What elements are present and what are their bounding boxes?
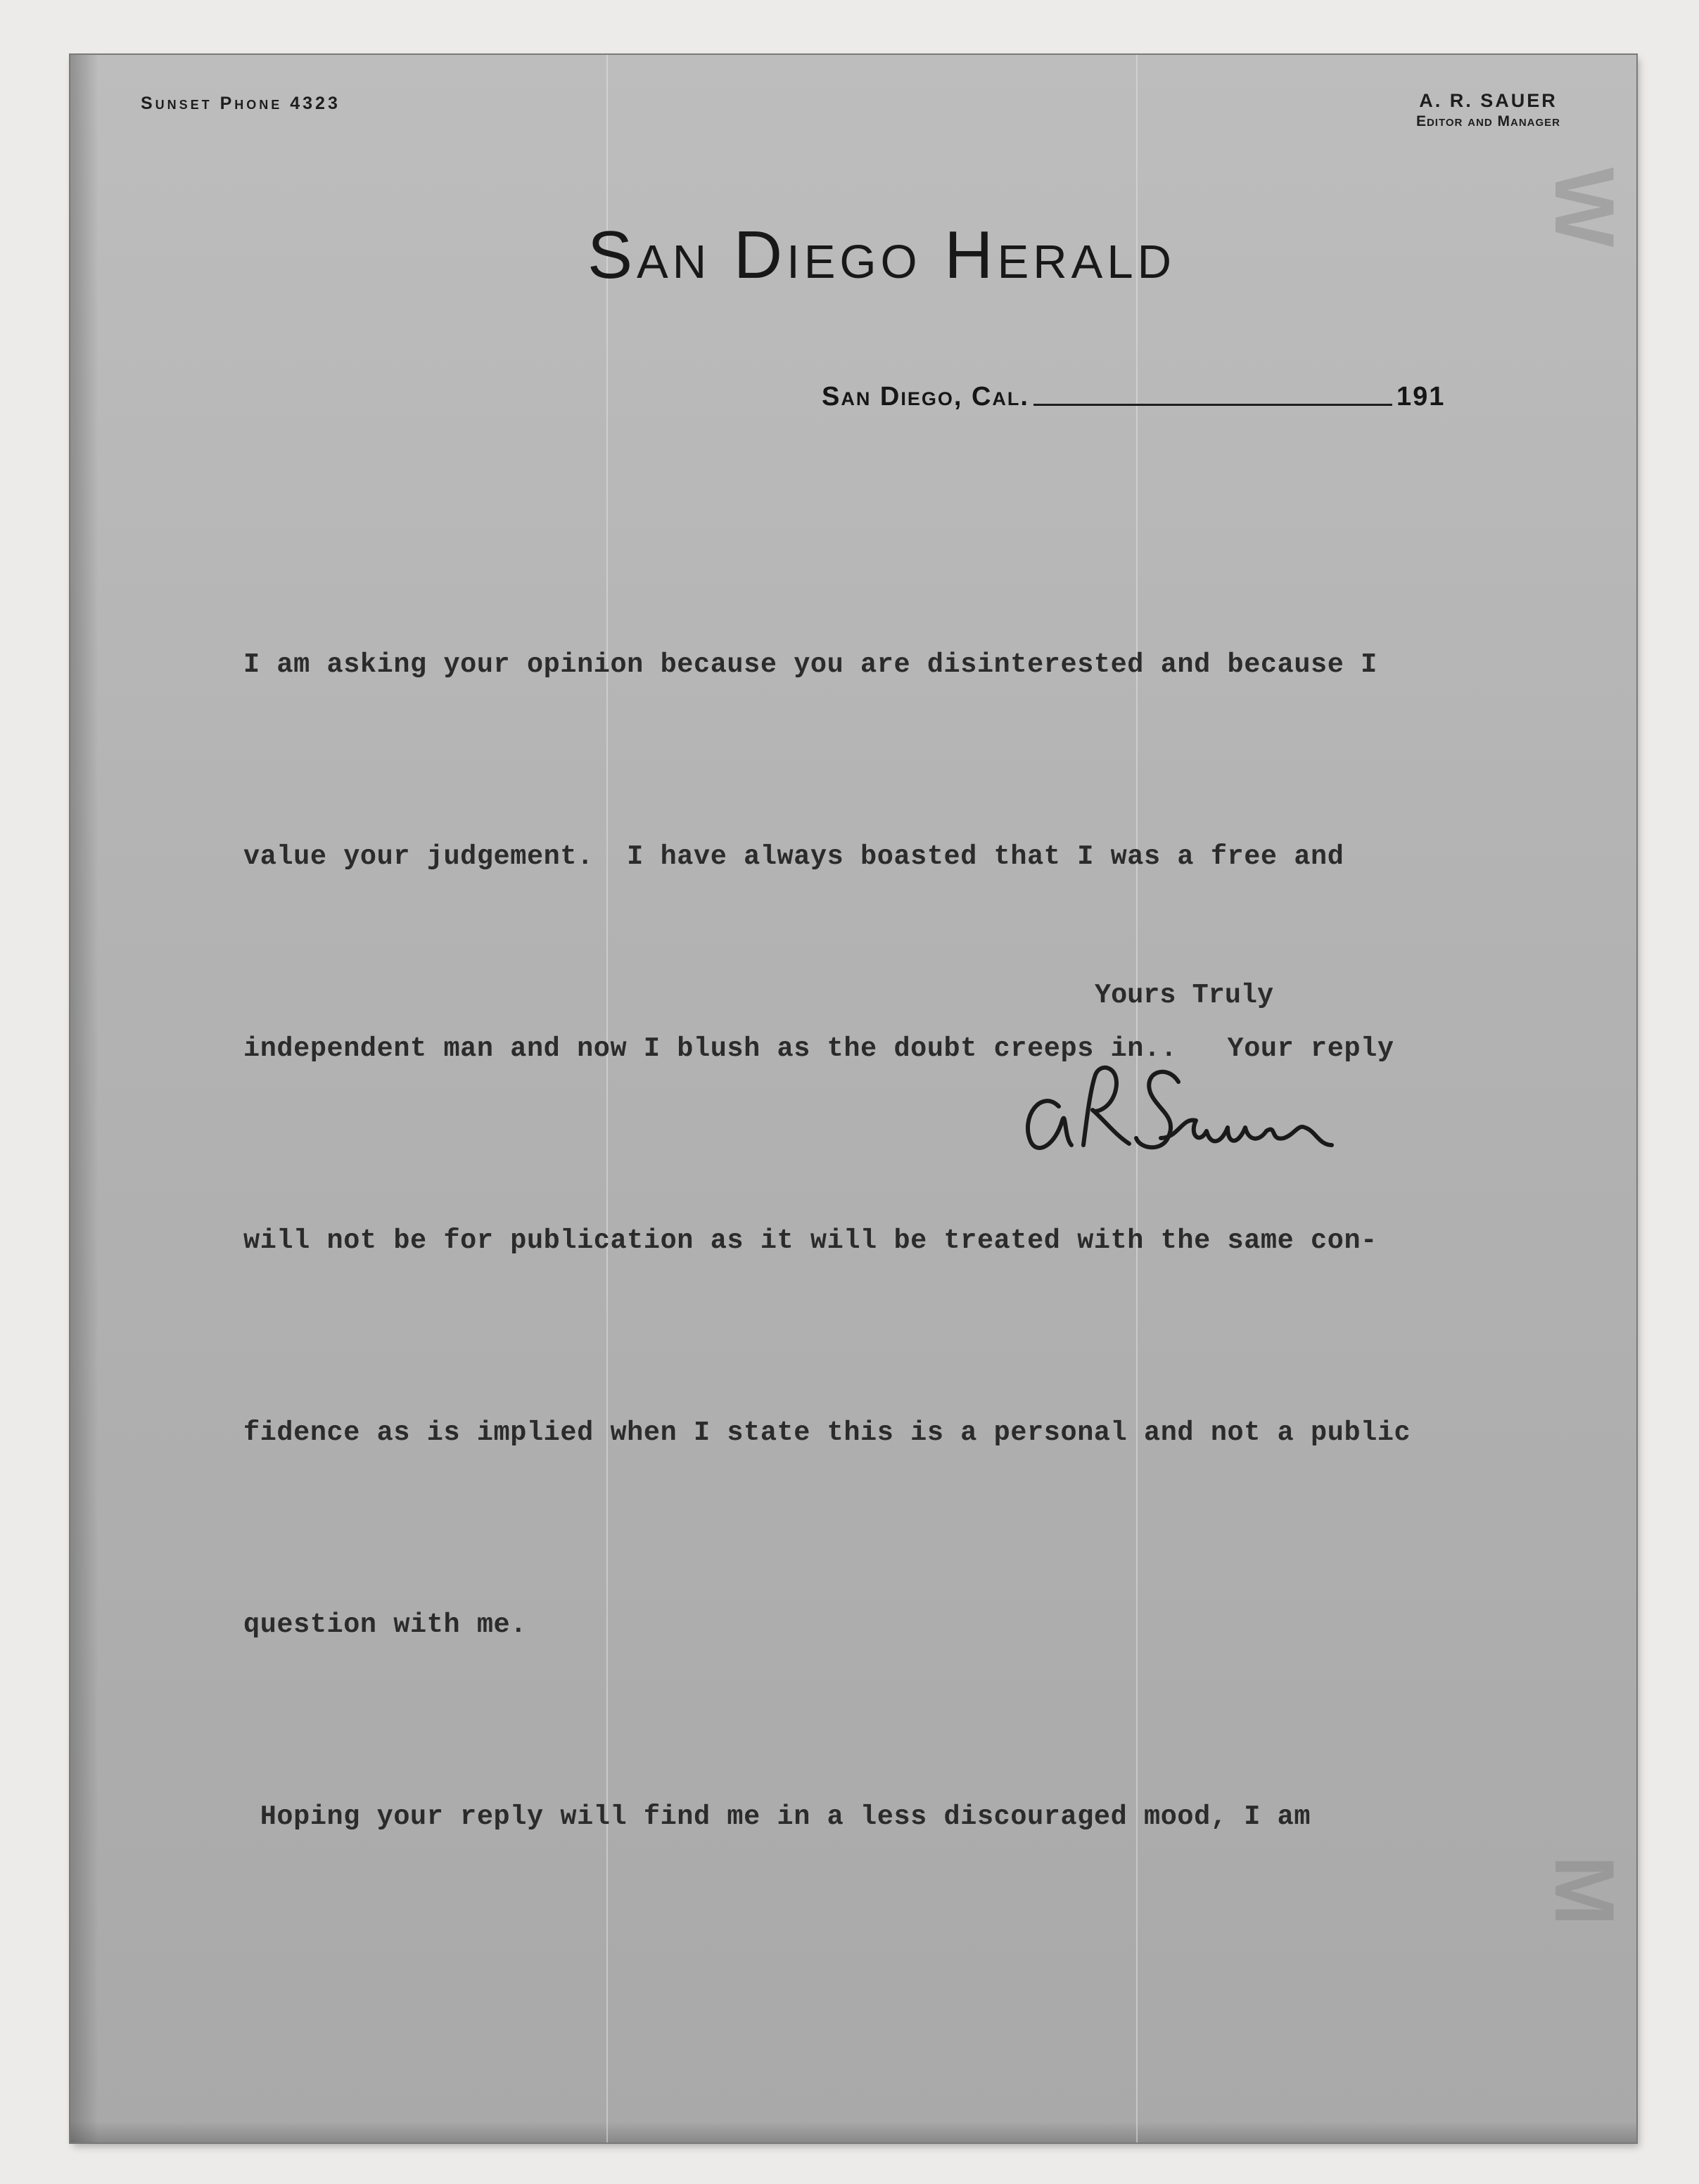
editor-block	[1416, 90, 1560, 130]
bleed-through-mark: W	[1537, 167, 1631, 248]
date-blank-line	[1033, 404, 1392, 406]
letter-body	[243, 505, 1594, 1977]
editor-title: Editor and Manager	[1415, 113, 1560, 129]
bleed-through-mark: M	[1537, 1856, 1631, 1926]
letter-page	[70, 55, 1636, 2143]
page-bottom-shadow	[70, 2121, 1636, 2143]
editor-name: A. R. SAUER	[1419, 90, 1558, 111]
handwritten-signature	[1017, 1040, 1382, 1194]
newspaper-masthead: San Diego Herald	[587, 217, 1176, 293]
body-line: fidence as is implied when I state this is a personal and not a public	[243, 1417, 1411, 1448]
phone-number: Sunset Phone 4323	[141, 94, 341, 113]
body-line: value your judgement. I have always boasted that I was a free and	[243, 841, 1344, 872]
body-line: I am asking your opinion because you are disinterested and because I	[243, 649, 1377, 680]
body-line: will not be for publication as it will be treated with the same con-	[243, 1225, 1377, 1256]
dateline	[822, 382, 1445, 412]
body-line: independent man and now I blush as the doubt creeps in.. Your reply	[243, 1033, 1394, 1064]
body-line: Hoping your reply will find me in a less discouraged mood, I am	[243, 1801, 1311, 1832]
dateline-place: San Diego, Cal.	[822, 382, 1029, 411]
dateline-year: 191	[1396, 382, 1446, 411]
body-line: question with me.	[243, 1609, 527, 1640]
closing-salutation: Yours Truly	[1095, 980, 1274, 1011]
page-edge-shadow	[70, 55, 98, 2143]
